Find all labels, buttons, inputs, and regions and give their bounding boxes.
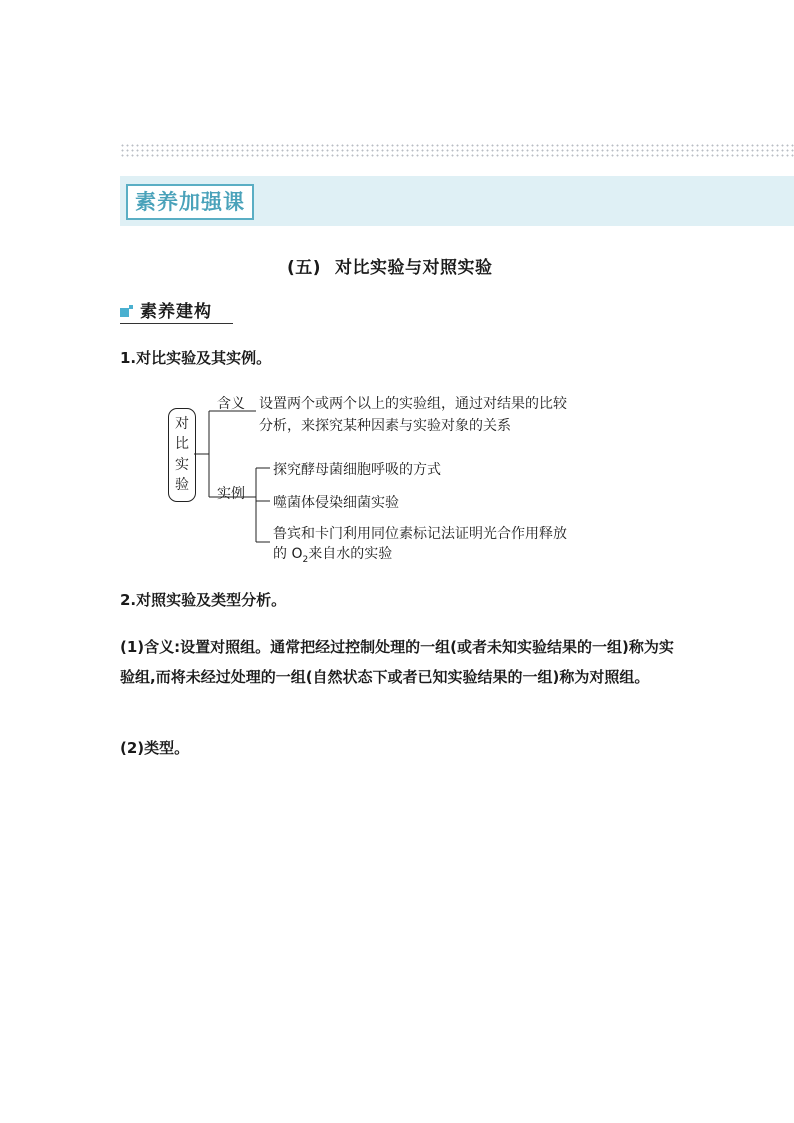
point2-heading: 2.对照实验及类型分析。 [120,591,287,609]
item2-types: (2)类型。 [120,739,190,757]
lesson-title-text: 对比实验与对照实验 [335,258,493,278]
meaning-label: 含义 [217,396,245,412]
lesson-number: (五) [287,258,322,278]
root-char: 实 [175,457,189,473]
diagram-root-node [168,408,196,502]
example-3-post: 来自水的实验 [308,546,393,562]
example-3-subscript: 2 [302,554,309,565]
lesson-banner [120,176,794,226]
root-char: 验 [175,477,189,493]
root-char: 对 [175,416,189,432]
small-square-icon [129,305,133,309]
root-char: 比 [175,436,189,452]
example-3-line2 [273,544,392,570]
example-3-pre: 的 O [273,546,303,562]
point1-heading: 1.对比实验及其实例。 [120,349,272,367]
example-3-line1: 鲁宾和卡门利用同位素标记法证明光合作用释放 [273,526,567,542]
lesson-title [287,253,493,278]
section-heading [120,301,233,324]
example-2: 噬菌体侵染细菌实验 [273,495,399,511]
dotted-divider [120,143,794,159]
square-bullet-icon [120,308,129,317]
example-1: 探究酵母菌细胞呼吸的方式 [273,462,441,478]
meaning-line2: 分析，来探究某种因素与实验对象的关系 [259,418,511,434]
section-title: 素养建构 [140,302,212,322]
meaning-line1: 设置两个或两个以上的实验组，通过对结果的比较 [259,396,567,412]
item1-definition: (1)含义:设置对照组。通常把经过控制处理的一组(或者未知实验结果的一组)称为实验组,而将未经过处理的一组(自然状态下或者已知实验结果的一组)称为对照组。 [120,638,674,686]
banner-title: 素养加强课 [126,184,254,220]
examples-label: 实例 [217,486,245,502]
